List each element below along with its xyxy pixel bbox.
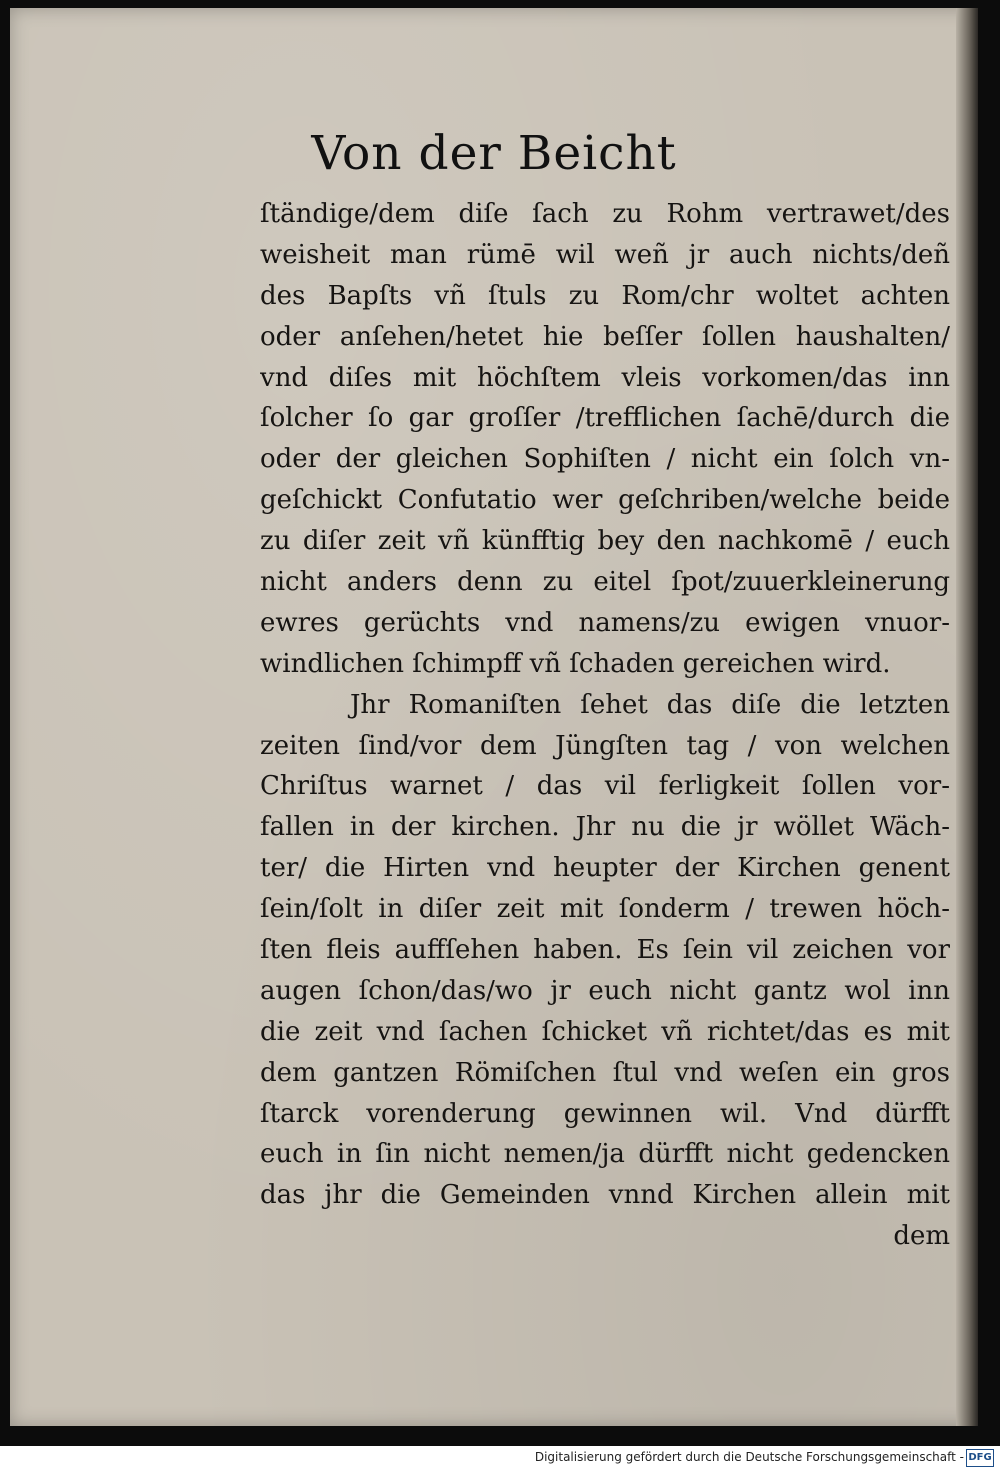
text-line: ewres gerüchts vnd namens/zu ewigen vnuor-: [260, 607, 950, 638]
text-line: dem gantzen Römiſchen ſtul vnd weſen ein gros: [260, 1057, 950, 1088]
text-line: euch in ſin nicht nemen/ja dürfft nicht gedencken: [260, 1139, 950, 1170]
text-line: windlichen ſchimpff vñ ſchaden gereichen wird.: [260, 648, 891, 679]
text-line: Jhr Romaniſten ſehet das diſe die letzten: [350, 689, 950, 720]
text-line: augen ſchon/das/wo jr euch nicht gantz wol inn: [260, 975, 950, 1006]
text-line: ſtarck vorenderung gewinnen wil. Vnd dürfft: [260, 1098, 950, 1129]
page-gutter-shadow: [956, 8, 978, 1426]
text-line: Chriſtus warnet / das vil ferligkeit ſollen vor-: [260, 771, 950, 802]
text-line: weisheit man rümē wil weñ jr auch nichts/deñ: [260, 239, 950, 270]
text-line: ſein/ſolt in diſer zeit mit ſonderm / trewen höch-: [260, 894, 950, 925]
footer-bar: [0, 1446, 1000, 1470]
text-line: die zeit vnd ſachen ſchicket vñ richtet/das es mit: [260, 1016, 950, 1047]
book-page: [10, 8, 978, 1426]
text-line: geſchickt Confutatio wer geſchriben/welche beide: [260, 485, 950, 516]
body-text: [260, 194, 950, 1257]
dfg-logo: DFG: [966, 1449, 994, 1467]
text-line: ſten fleis auffſehen haben. Es ſein vil zeichen vor: [260, 935, 950, 966]
catchword: dem: [893, 1221, 950, 1252]
text-line: zeiten ſind/vor dem Jüngſten tag / von welchen: [260, 730, 950, 761]
text-line: oder der gleichen Sophiſten / nicht ein ſolch vn-: [260, 444, 950, 475]
text-line: vnd diſes mit höchſtem vleis vorkomen/das inn: [260, 362, 950, 393]
text-line: zu diſer zeit vñ künfftig bey den nachkomē / euch: [260, 526, 950, 557]
text-line: oder anſehen/hetet hie beſſer ſollen haushalten/: [260, 321, 950, 352]
text-line: fallen in der kirchen. Jhr nu die jr wöllet Wäch-: [260, 812, 950, 843]
text-line: des Bapſts vñ ſtuls zu Rom/chr woltet achten: [260, 280, 950, 311]
page-title: Von der Beicht: [311, 126, 677, 181]
text-line: ſtändige/dem diſe ſach zu Rohm vertrawet/des: [260, 199, 950, 229]
text-line: nicht anders denn zu eitel ſpot/zuuerkleinerung: [260, 567, 950, 598]
text-line: das jhr die Gemeinden vnnd Kirchen allein mit: [260, 1180, 950, 1211]
funding-credit: Digitalisierung gefördert durch die Deutsche Forschungsgemeinschaft -: [534, 1450, 964, 1464]
text-line: ter/ die Hirten vnd heupter der Kirchen genent: [260, 853, 950, 884]
text-line: ſolcher ſo gar groſſer /trefflichen ſachē/durch die: [260, 403, 950, 434]
